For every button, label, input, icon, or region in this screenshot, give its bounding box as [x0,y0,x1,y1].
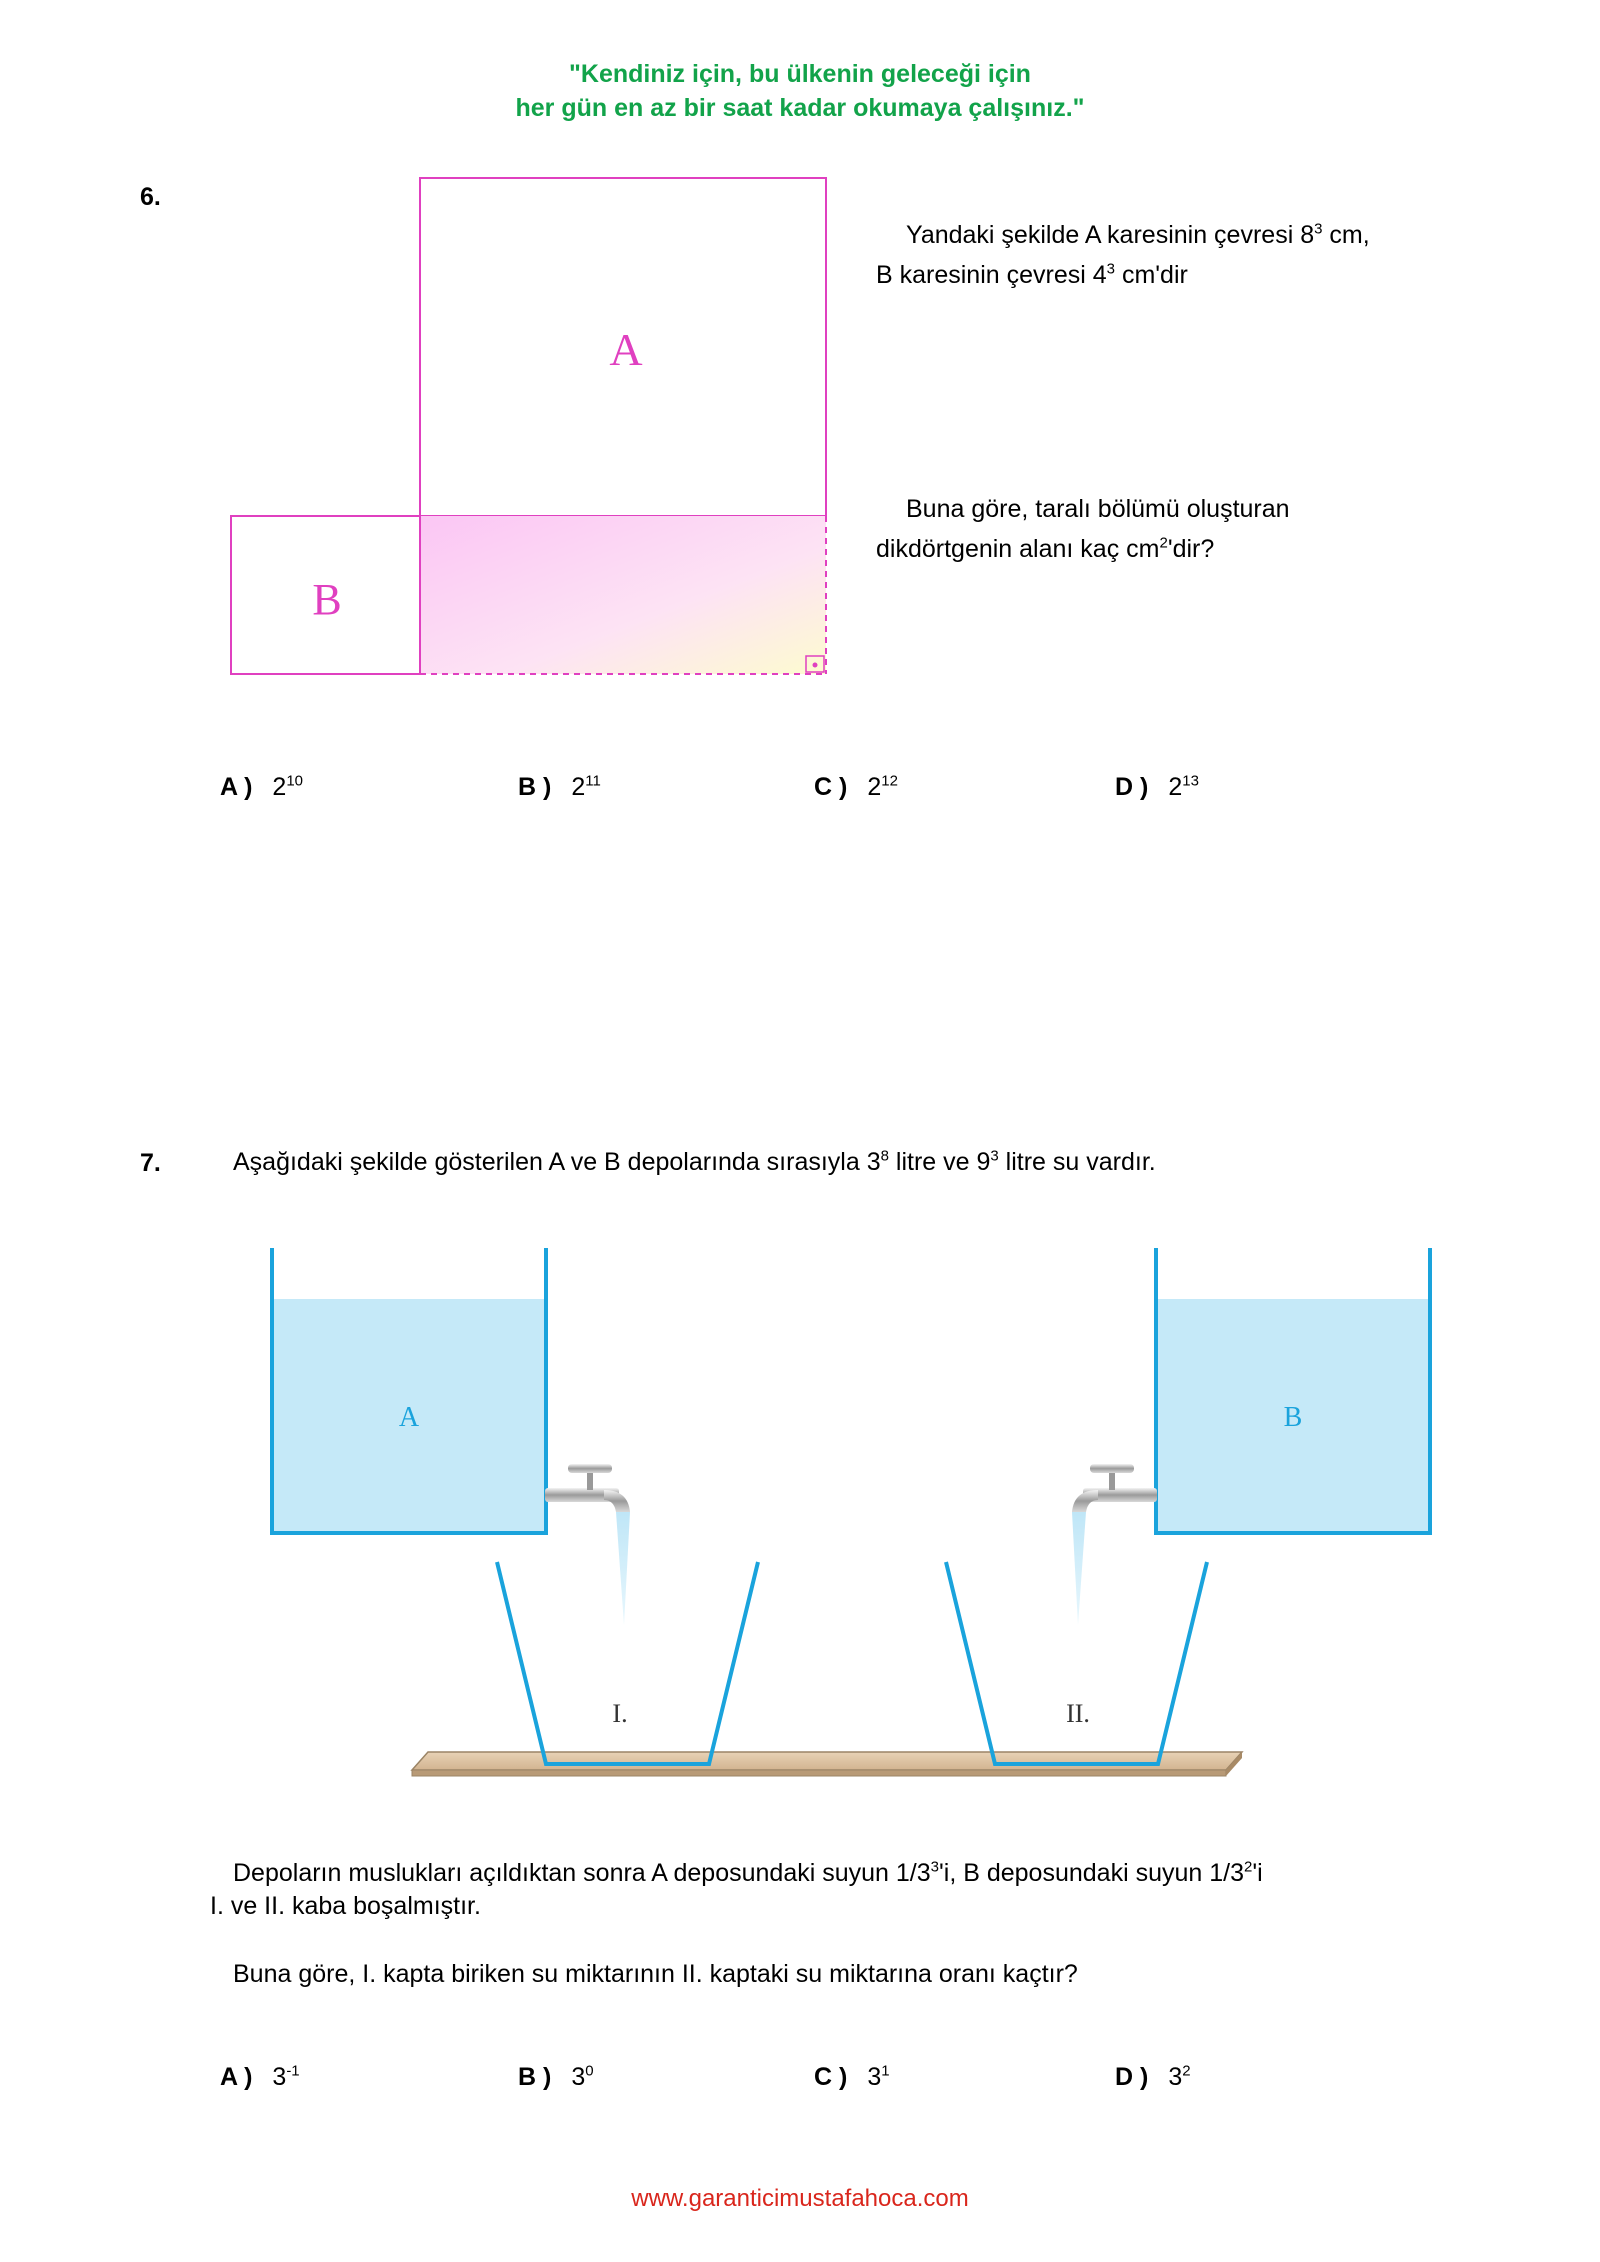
q6-text-line-3: Buna göre, taralı bölümü oluşturan [906,495,1290,523]
water-stream-b [1072,1512,1086,1625]
q7-option-a[interactable]: A ) $3^{-1}$ [220,2062,300,2091]
question-6-number: 6. [140,183,161,211]
q6-text-line-1: Yandaki şekilde A karesinin çevresi $8^3$ cm, [906,220,1370,249]
q6-option-a[interactable]: A ) $2^{10}$ [220,772,303,801]
square-b-label: B [312,575,342,624]
tank-b-label: B [1283,1402,1303,1433]
container-1-label: I. [612,1699,628,1728]
q7-paragraph-line-1: Depoların muslukları açıldıktan sonra A deposundaki suyun $1/3^3'i$, B deposundaki suyun $1/3^2'i$ [233,1858,1263,1887]
q7-option-c[interactable]: C ) $3^1$ [814,2062,890,2091]
q7-question: Buna göre, I. kapta biriken su miktarının II. kaptaki su miktarına oranı kaçtır? [233,1960,1078,1988]
tank-a-label: A [398,1402,420,1433]
faucet-b-icon [1072,1464,1157,1625]
q6-figure [0,0,1600,700]
faucet-a-icon [545,1464,630,1625]
motto-line-1: "Kendiniz için, bu ülkenin geleceği için [569,60,1031,88]
q7-intro: Aşağıdaki şekilde gösterilen A ve B depolarında sırasıyla $3^8$ litre ve $9^3$ litre su vardır. [233,1147,1156,1176]
water-stream-a [616,1512,630,1625]
question-7-number: 7. [140,1149,161,1177]
q7-option-d[interactable]: D ) $3^2$ [1115,2062,1191,2091]
container-1 [497,1562,758,1764]
q6-text-line-4: dikdörtgenin alanı kaç $cm^2'dir$? [876,534,1215,563]
q6-option-c[interactable]: C ) $2^{12}$ [814,772,898,801]
shaded-rectangle [420,516,826,674]
q6-option-d[interactable]: D ) $2^{13}$ [1115,772,1199,801]
footer-website-link[interactable]: www.garanticimustafahoca.com [631,2185,969,2212]
q6-text-line-2: B karesinin çevresi $4^3$ cm'dir [876,260,1188,289]
motto-line-2: her gün en az bir saat kadar okumaya çalışınız." [515,94,1085,122]
q7-option-b[interactable]: B ) $3^0$ [518,2062,594,2091]
q7-paragraph-line-2: I. ve II. kaba boşalmıştır. [210,1892,481,1920]
square-a-label: A [609,324,643,375]
q6-option-b[interactable]: B ) $2^{11}$ [518,772,601,801]
wooden-shelf [412,1752,1242,1770]
container-2-label: II. [1066,1699,1090,1728]
q7-figure [0,1200,1600,1820]
